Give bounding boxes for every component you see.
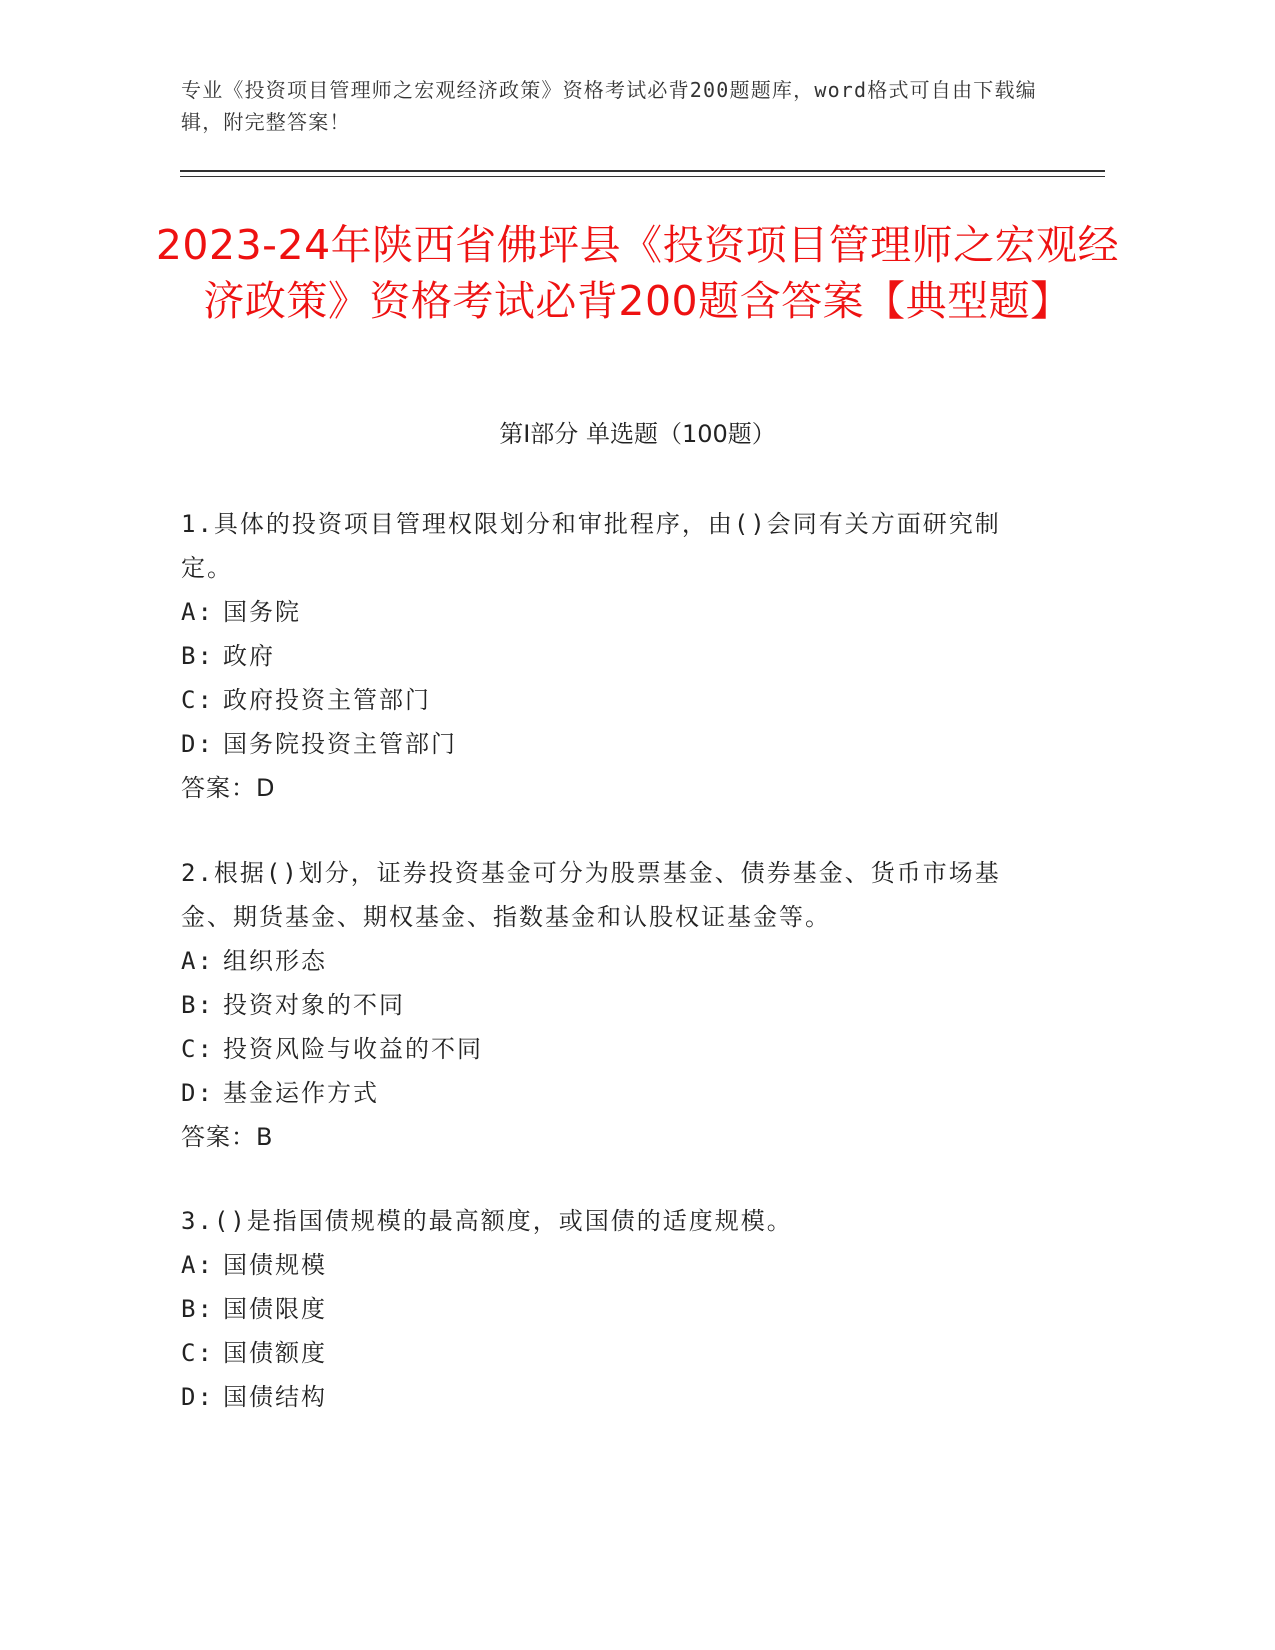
option-letter: B: (181, 642, 214, 670)
answer-line: 答案：B (181, 1123, 274, 1151)
option-letter: A: (181, 947, 214, 975)
option-letter: A: (181, 1251, 214, 1279)
option-letter: C: (181, 686, 214, 714)
option-text: 组织形态 (223, 947, 327, 975)
option-d (181, 722, 1021, 766)
option-text: 政府 (223, 642, 275, 670)
option-b (181, 634, 1021, 678)
option-text: 国务院 (223, 598, 301, 626)
section-heading: 第I部分 单选题（100题） (499, 420, 776, 448)
option-letter: C: (181, 1035, 214, 1063)
option-text: 政府投资主管部门 (223, 686, 431, 714)
answer-line: 答案：D (181, 774, 276, 802)
option-a (181, 1243, 1021, 1287)
question-stem: 1.具体的投资项目管理权限划分和审批程序，由()会同有关方面研究制定。 (181, 510, 1001, 582)
header-rule-thin (180, 176, 1105, 177)
option-d (181, 1071, 1021, 1115)
header-note: 专业《投资项目管理师之宏观经济政策》资格考试必背200题题库，word格式可自由下载编辑，附完整答案！ (181, 78, 1037, 134)
option-letter: D: (181, 1079, 214, 1107)
option-letter: D: (181, 1383, 214, 1411)
option-text: 国务院投资主管部门 (223, 730, 457, 758)
option-text: 国债限度 (223, 1295, 327, 1323)
question-stem: 3.()是指国债规模的最高额度，或国债的适度规模。 (181, 1207, 793, 1235)
document-title: 2023-24年陕西省佛坪县《投资项目管理师之宏观经济政策》资格考试必背200题含答案【典型题】 (155, 221, 1120, 325)
option-text: 国债规模 (223, 1251, 327, 1279)
option-letter: B: (181, 991, 214, 1019)
option-b (181, 983, 1021, 1027)
option-b (181, 1287, 1021, 1331)
option-c (181, 1331, 1021, 1375)
option-letter: A: (181, 598, 214, 626)
option-c (181, 678, 1021, 722)
option-c (181, 1027, 1021, 1071)
option-text: 投资风险与收益的不同 (223, 1035, 483, 1063)
option-text: 基金运作方式 (223, 1079, 379, 1107)
option-text: 国债额度 (223, 1339, 327, 1367)
question-stem: 2.根据()划分，证券投资基金可分为股票基金、债券基金、货币市场基金、期货基金、期权基金、指数基金和认股权证基金等。 (181, 859, 1001, 931)
option-d (181, 1375, 1021, 1419)
option-text: 投资对象的不同 (223, 991, 405, 1019)
option-letter: B: (181, 1295, 214, 1323)
option-a (181, 590, 1021, 634)
question-3 (181, 1199, 1021, 1419)
option-letter: C: (181, 1339, 214, 1367)
header-rule-thick (180, 170, 1105, 172)
question-1 (181, 502, 1021, 810)
option-letter: D: (181, 730, 214, 758)
option-a (181, 939, 1021, 983)
option-text: 国债结构 (223, 1383, 327, 1411)
question-2 (181, 851, 1021, 1159)
